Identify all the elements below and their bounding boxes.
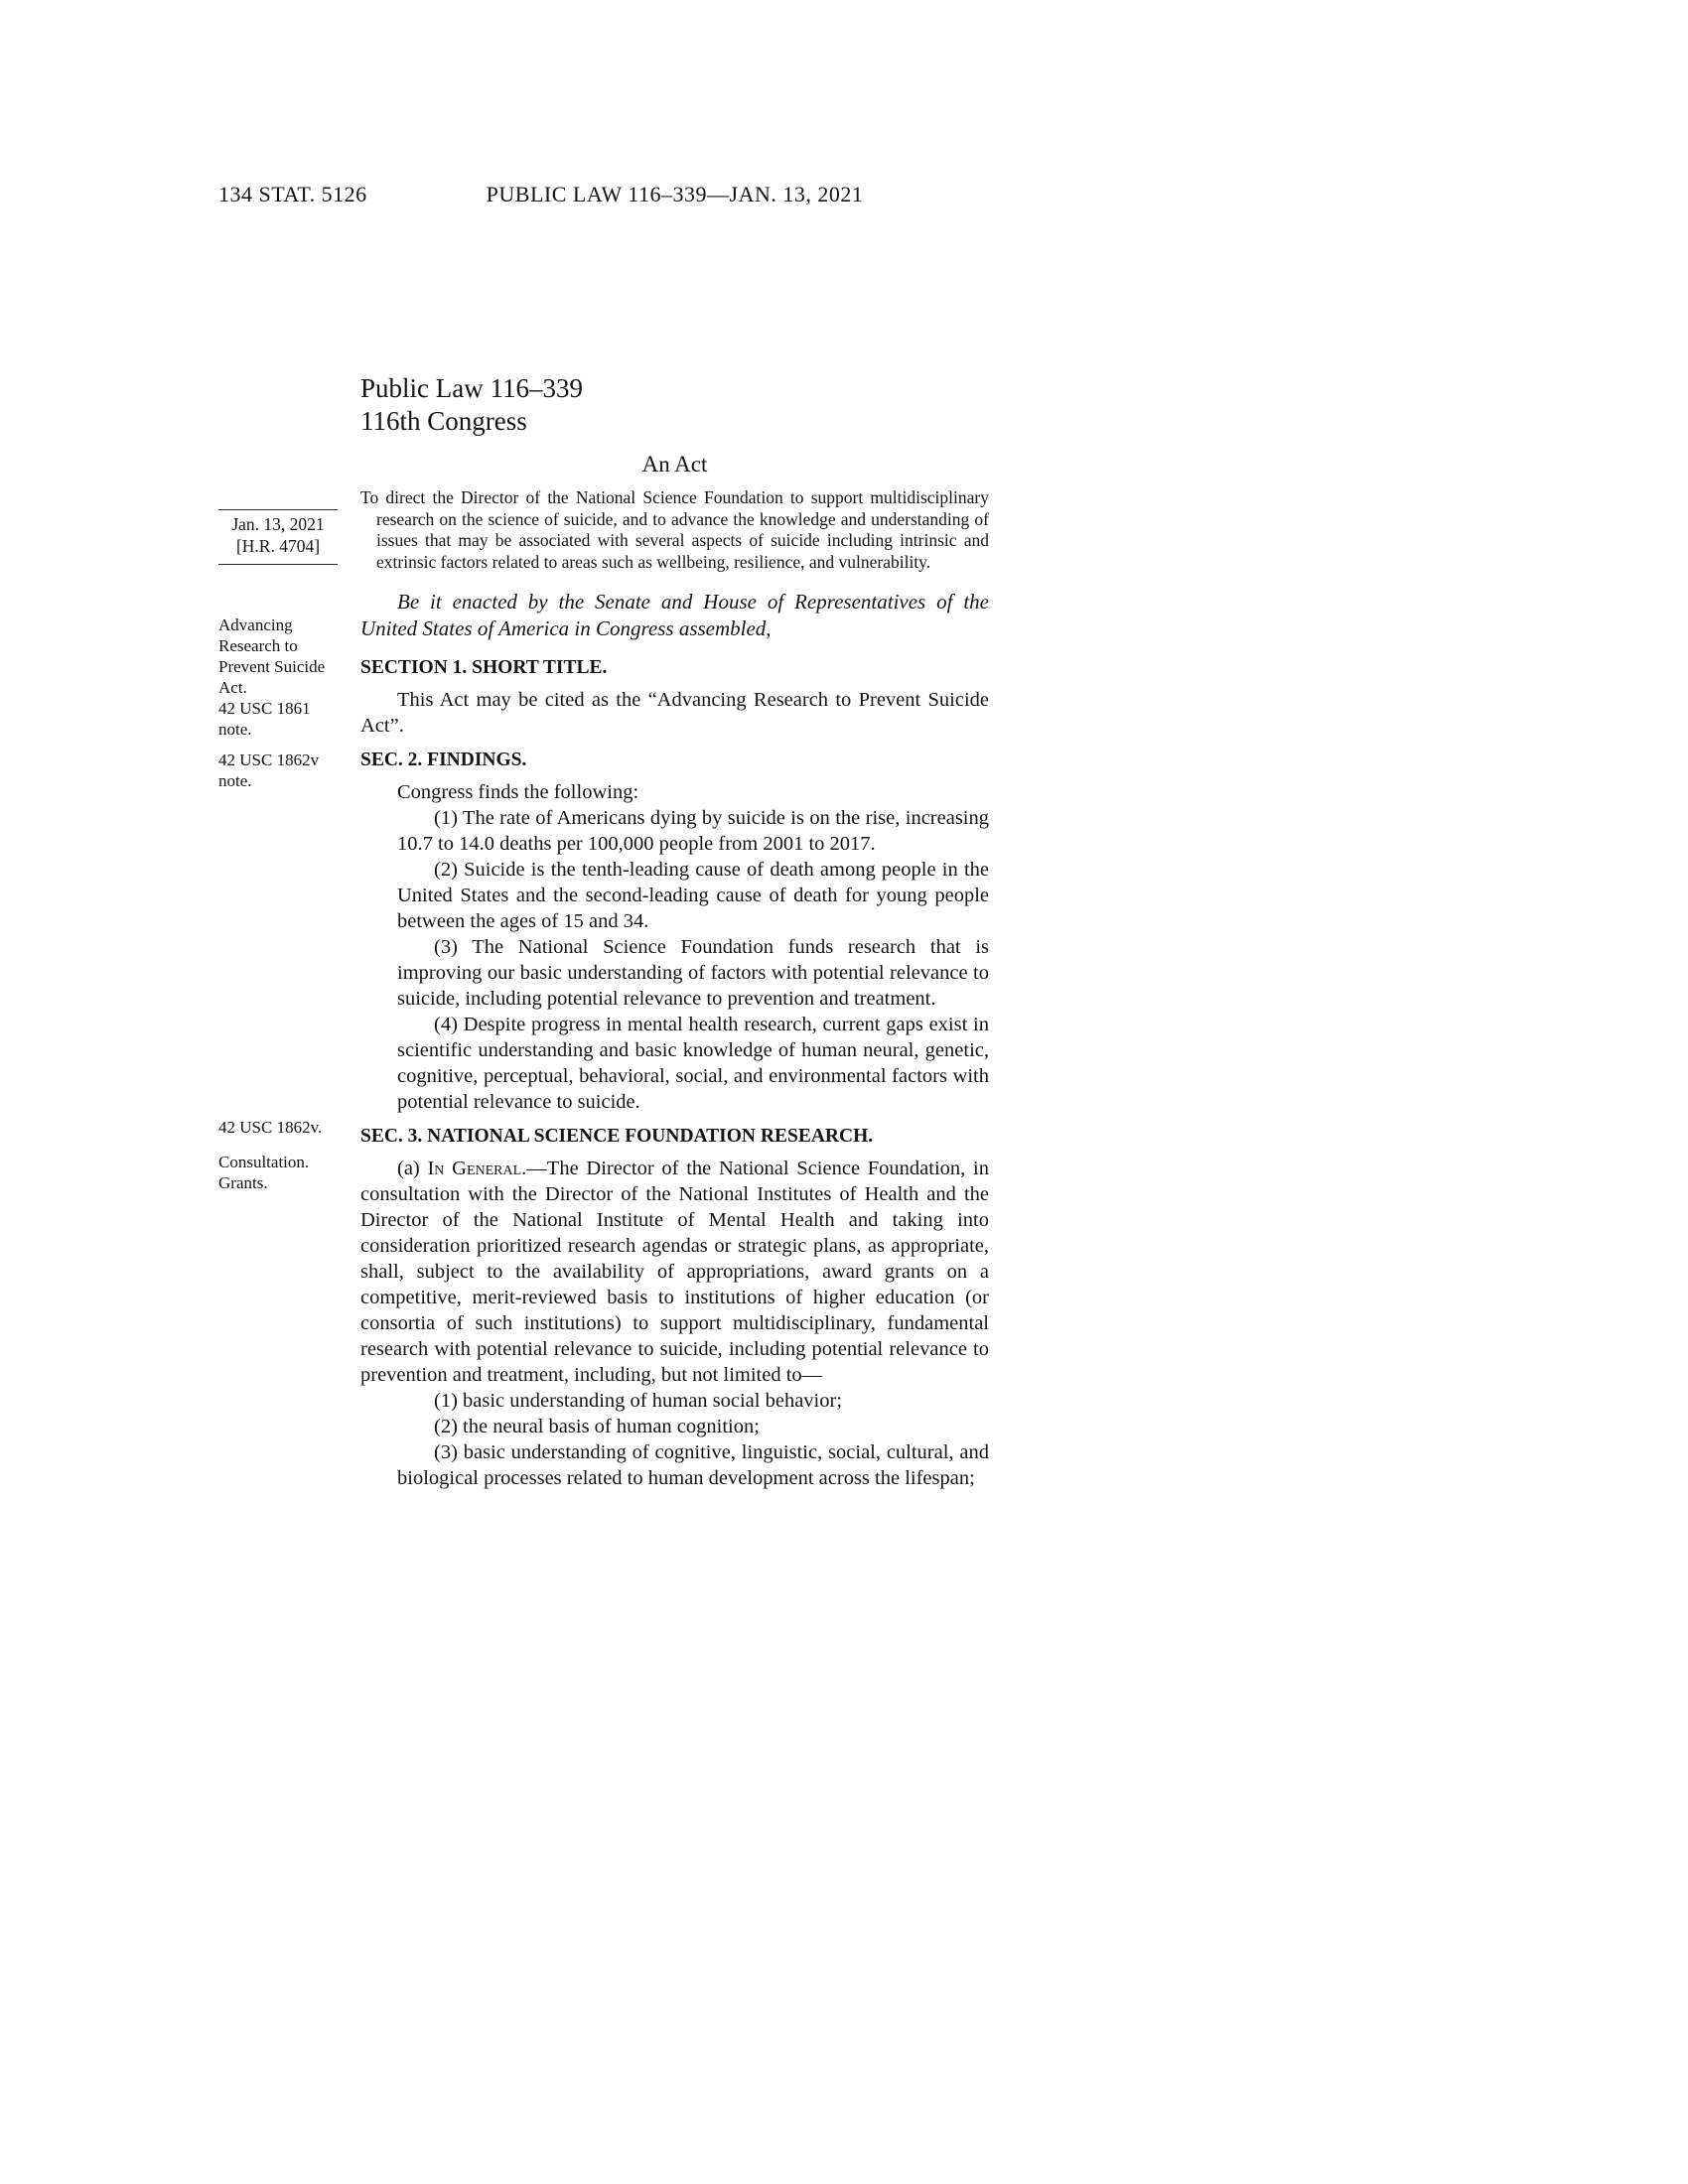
preamble-text: To direct the Director of the National Science Foundation to support multidisciplinary research on the science of suicide, and to advance the knowledge and understanding of issues that may be associated with several aspects of suicide including intrinsic and extrinsic factors related to areas such as wellbeing, resilience, and vulnerability.: [360, 487, 989, 572]
margin-spacer-1: [218, 372, 360, 487]
an-act-heading: An Act: [641, 452, 708, 477]
date-bill-box: [218, 509, 338, 565]
section-1-text: This Act may be cited as the “Advancing Research to Prevent Suicide Act”.: [360, 689, 989, 737]
finding-2: (2) Suicide is the tenth-leading cause of death among people in the United States and the second-leading cause of death for young people between the ages of 15 and 34.: [397, 859, 989, 932]
enacting-cell: [360, 589, 989, 646]
usc-note-1: 42 USC 1861 note.: [218, 699, 311, 739]
section-3: [360, 1115, 989, 1491]
section-3a-paragraph: [360, 1156, 989, 1388]
grants-note: Grants.: [218, 1173, 268, 1192]
section-3a-label: In General: [427, 1158, 522, 1179]
finding-4: (4) Despite progress in mental health research, current gaps exist in scientific understanding and basic knowledge of human neural, genetic, cognitive, perceptual, behavioral, social, and environmental factors with potential relevance to suicide.: [397, 1014, 989, 1113]
usc-ref-note: 42 USC 1862v.: [218, 1118, 323, 1137]
section-3-item-1: (1) basic understanding of human social behavior;: [434, 1390, 843, 1412]
short-title-note: Advancing Research to Prevent Suicide Act.: [218, 615, 326, 697]
section-3-heading: SEC. 3. NATIONAL SCIENCE FOUNDATION RESEARCH.: [360, 1126, 874, 1147]
finding-3: (3) The National Science Foundation funds research that is improving our basic understanding of factors with potential relevance to suicide, including potential relevance to prevention and treatment.: [397, 936, 989, 1010]
law-header: PUBLIC LAW 116–339—JAN. 13, 2021: [486, 182, 864, 206]
title-block: [360, 372, 989, 487]
congress-number: 116th Congress: [360, 406, 527, 436]
section-3-item-2: (2) the neural basis of human cognition;: [434, 1416, 760, 1437]
document-body: [218, 372, 989, 1491]
enactment-date: Jan. 13, 2021: [231, 514, 325, 534]
usc-note-2: 42 USC 1862v note.: [218, 751, 320, 790]
section-3a-text: .—The Director of the National Science Foundation, in consultation with the Director of the National Institutes of Health and the Director of the National Institute of Mental Health and taking into consideration prioritized research agendas or strategic plans, as appropriate, shall, subject to the availability of appropriations, award grants on a competitive, merit-reviewed basis to institutions of higher education (or consortia of such institutions) to support multidisciplinary, fundamental research with potential relevance to suicide, including potential relevance to prevention and treatment, including, but not limited to—: [360, 1158, 989, 1386]
enacting-clause: Be it enacted by the Senate and House of Representatives of the United States of America in Congress assembled,: [360, 590, 989, 640]
section-3-item-3: (3) basic understanding of cognitive, linguistic, social, cultural, and biological processes related to human development across the lifespan;: [397, 1441, 989, 1489]
running-header: [0, 182, 1688, 211]
margin-notes-sec1: [218, 615, 360, 1115]
sections-1-2: [360, 646, 989, 1115]
margin-notes-sec3: [218, 1115, 360, 1491]
bill-number: [H.R. 4704]: [235, 536, 321, 556]
consultation-note: Consultation.: [218, 1153, 310, 1171]
preamble-cell: [360, 487, 989, 589]
section-3a-prefix: (a): [397, 1158, 428, 1179]
public-law-number: Public Law 116–339: [360, 373, 583, 403]
section-2-intro: Congress finds the following:: [397, 781, 639, 803]
section-1-heading: SECTION 1. SHORT TITLE.: [360, 657, 608, 678]
section-2-heading: SEC. 2. FINDINGS.: [360, 750, 527, 770]
margin-date-cell: [218, 487, 360, 589]
stat-page-number: 134 STAT. 5126: [218, 182, 367, 206]
finding-1: (1) The rate of Americans dying by suicide is on the rise, increasing 10.7 to 14.0 deaths per 100,000 people from 2001 to 2017.: [397, 807, 989, 855]
